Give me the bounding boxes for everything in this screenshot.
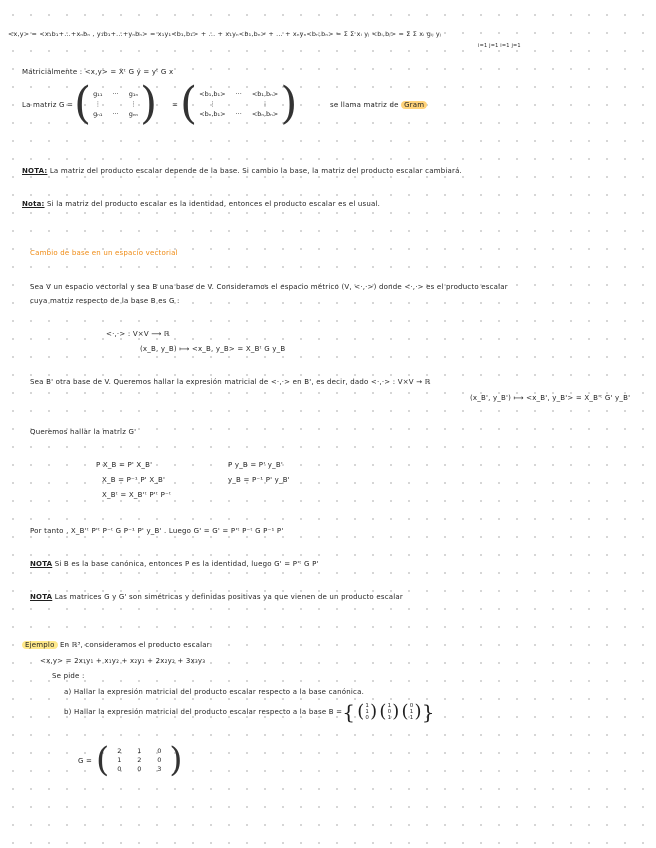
gram-name-line — [330, 101, 427, 110]
nota-1 — [22, 167, 462, 176]
vector-entry: 1 — [387, 703, 392, 709]
vector-paren-close: ) — [370, 701, 378, 722]
vector-paren-open: ( — [401, 701, 409, 722]
nota-4-text: Las matrices G y G' son simétricas y definidas positivas ya que vienen de un producto escalar — [54, 593, 403, 601]
g-matrix: ( 2 1 0 1 2 0 0 0 3 ) — [96, 740, 183, 780]
g-matrix-label: G = — [78, 757, 93, 765]
matrix-cell: 2 — [117, 747, 122, 755]
nota-3-label: NOTA — [30, 560, 53, 568]
matrix-cell: <bₙ,b₁> — [199, 110, 226, 118]
ejemplo-part-a: a) Hallar la expresión matricial del producto escalar respecto a la base canónica. — [64, 688, 365, 696]
matrix-cell: ⋮ — [261, 100, 269, 108]
map-definition-1: <·,·> : V×V ⟶ ℝ — [106, 330, 170, 338]
ejemplo-part-b-text: b) Hallar la expresión matricial del producto escalar respecto a la base B = — [64, 707, 343, 716]
ejemplo-se-pide: Se pide : — [52, 672, 85, 680]
matrix-cell: 0 — [137, 765, 142, 773]
matrix-cell — [236, 100, 242, 108]
matrix-cell: ··· — [112, 110, 119, 118]
vector-entry: 1 — [365, 703, 370, 709]
matrix-cell: 0 — [157, 756, 162, 764]
matrix-form-line: Matricialmente : <x,y> = Xᵗ G y = yᵗ G x — [22, 68, 174, 76]
matrix-cell: gₙ₁ — [93, 110, 103, 118]
basis-close-brace: } — [421, 700, 435, 724]
basis-vector — [379, 703, 399, 721]
nota-4 — [30, 593, 403, 602]
basis-vector — [402, 703, 422, 721]
nota-3 — [30, 560, 319, 569]
ejemplo-label: Ejemplo — [22, 641, 58, 649]
matrix-cell: <b₁,b₁> — [199, 90, 226, 98]
nota-3-text: Si B es la base canónica, entonces P es la identidad, luego G' = P'ᵗ G P' — [54, 560, 319, 568]
por-tanto-line: Por tanto , X_B'ᵗ P'ᵗ P⁻ᵗ G P⁻¹ P' y_B' . Luego G' = G' = P'ᵗ P⁻ᵗ G P⁻¹ P' — [30, 527, 284, 535]
basis-vector — [357, 703, 377, 721]
gram-name-text: se llama matriz de — [330, 101, 399, 109]
vector-paren-open: ( — [379, 701, 387, 722]
basis-open-brace: { — [342, 700, 356, 724]
matrix-cell: 1 — [137, 747, 142, 755]
ejemplo-header — [22, 641, 212, 650]
matrix-cell: <b₁,bₙ> — [251, 90, 279, 98]
vector-paren-open: ( — [357, 701, 365, 722]
matrix-cell — [113, 100, 119, 108]
g-matrix-grid — [109, 747, 169, 773]
matrix-cell: <bₙ,bₙ> — [251, 110, 279, 118]
gram-matrix-right: ( <b₁,b₁> ··· <b₁,bₙ> ⋮ ⋮ <bₙ,b₁> ··· <bₙ,bₙ> ) — [180, 78, 298, 129]
gram-matrix-left-grid — [91, 90, 140, 118]
gram-equals: = — [172, 101, 179, 109]
inner-product-expansion-indices: i=1 j=1 i=1 j=1 — [478, 43, 521, 49]
ejemplo-formula: <x,y> = 2x₁y₁ + x₁y₂ + x₂y₁ + 2x₂y₂ + 3x₃y₃ — [40, 657, 206, 665]
vector-entry: 1 — [409, 709, 414, 715]
section-title-change-of-basis: Cambio de base en un espacio vectorial — [30, 249, 178, 257]
matrix-cell: gₙₙ — [128, 110, 139, 118]
eq-b2: y_B = P⁻¹ P' y_B' — [228, 476, 290, 484]
matrix-cell: ··· — [235, 110, 242, 118]
vector-entry: 0 — [365, 715, 370, 721]
matrix-cell: ⋮ — [94, 100, 102, 108]
eq-a3: X_Bᵗ = X_B'ᵗ P'ᵗ P⁻ᵗ — [102, 491, 172, 499]
vector-entry: 0 — [387, 709, 392, 715]
paragraph-2-line-2: (x_B', y_B') ⟼ <x_B', y_B'> = X_B'ᵗ G' y_B' — [470, 394, 631, 402]
matrix-cell: ··· — [235, 90, 242, 98]
matrix-cell: 0 — [117, 765, 122, 773]
eq-a2: X_B = P⁻¹ P' X_B' — [102, 476, 166, 484]
eq-b1: P y_B = P' y_B' — [228, 461, 283, 469]
matrix-cell: 2 — [137, 756, 142, 764]
gram-intro-label: La matriz G = — [22, 101, 74, 109]
matrix-cell: 3 — [157, 765, 162, 773]
matrix-cell: g₁₁ — [93, 90, 103, 98]
inner-product-expansion: <x,y> = <x₁b₁+...+xₙbₙ , y₁b₁+...+yₙbₙ> = x₁y₁<b₁,b₁> + ... + x₁yₙ<b₁,bₙ> + ... + xₙyₙ<bₙ,bₙ> = Σ Σ xᵢ yⱼ <bᵢ,bⱼ> = Σ Σ xᵢ gᵢⱼ yⱼ — [8, 30, 442, 38]
paragraph-2-line-1: Sea B' otra base de V. Queremos hallar la expresión matricial de <·,·> en B', es decir, dado <·,·> : V×V → ℝ — [30, 378, 431, 386]
paragraph-1-line-2: cuya matriz respecto de la base B es G : — [30, 297, 180, 305]
matrix-cell: ⋮ — [209, 100, 216, 108]
gram-matrix-right-grid — [197, 90, 280, 118]
vector-paren-close: ) — [392, 701, 400, 722]
vector-entry: 1 — [365, 709, 370, 715]
nota-1-text: La matriz del producto escalar depende de la base. Si cambio la base, la matriz del producto escalar cambiará. — [49, 167, 462, 175]
nota-2 — [22, 200, 380, 209]
matrix-cell: ··· — [112, 90, 119, 98]
ejemplo-part-b — [64, 700, 435, 724]
gram-highlight: Gram — [401, 101, 427, 109]
matrix-cell: ⋮ — [130, 100, 137, 108]
paragraph-3: Queremos hallar la matriz G' — [30, 428, 137, 436]
vector-paren-close: ) — [414, 701, 422, 722]
matrix-cell: 1 — [117, 756, 122, 764]
paragraph-1-line-1: Sea V un espacio vectorial y sea B una base de V. Consideramos el espacio métrico (V, <·,·>) donde <·,·> es el producto escalar — [30, 283, 508, 291]
matrix-cell: g₁ₙ — [128, 90, 139, 98]
vector-entry: 0 — [409, 703, 414, 709]
matrix-cell: 0 — [157, 747, 162, 755]
vector-entry: 1 — [409, 715, 414, 721]
ejemplo-text: En ℝ³, consideramos el producto escalar: — [60, 641, 213, 649]
gram-matrix-left: ( g₁₁ ··· g₁ₙ ⋮ ⋮ gₙ₁ ··· gₙₙ ) — [74, 78, 158, 129]
vector-entry: 1 — [387, 715, 392, 721]
basis-vectors — [355, 703, 422, 721]
eq-a1: P X_B = P' X_B' — [96, 461, 153, 469]
nota-2-label: Nota: — [22, 200, 45, 208]
map-definition-2: (x_B, y_B) ⟼ <x_B, y_B> = X_Bᵗ G y_B — [140, 345, 286, 353]
nota-1-label: NOTA: — [22, 167, 48, 175]
nota-2-text: Si la matriz del producto escalar es la identidad, entonces el producto escalar es el usual. — [46, 200, 381, 208]
nota-4-label: NOTA — [30, 593, 53, 601]
